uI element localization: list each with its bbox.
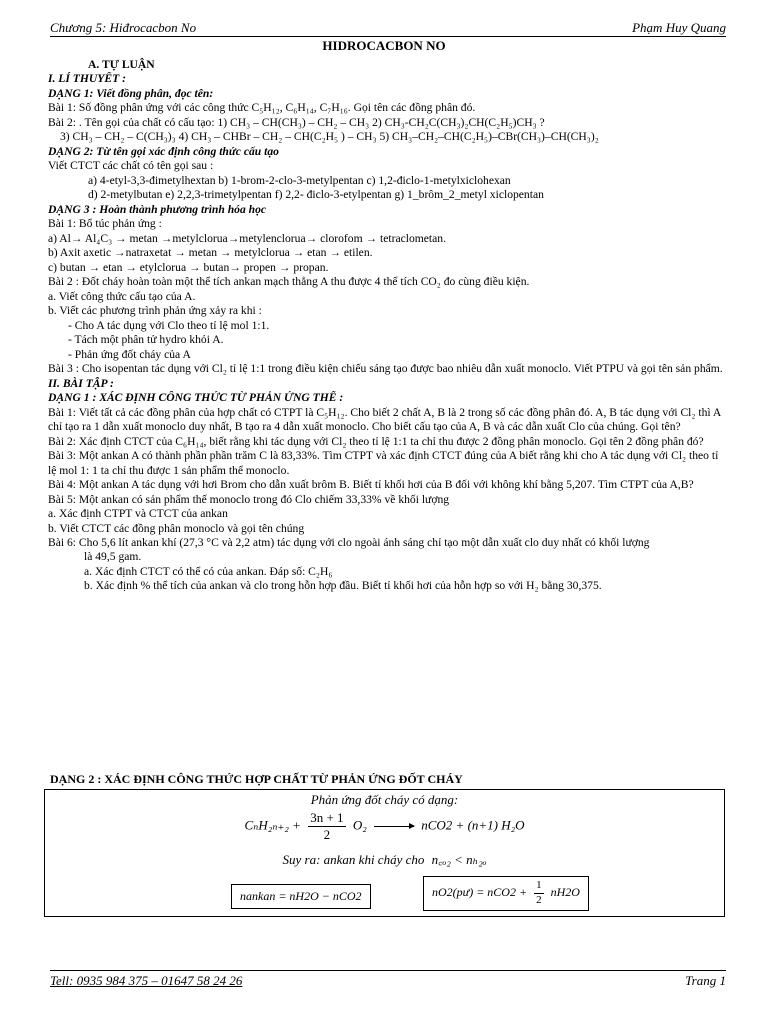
text-line: I. LÍ THUYẾT :	[48, 72, 126, 86]
text-line: Bài 1: Viết tất cả các đồng phân của hợp chất có CTPT là C₅H₁₂. Cho biết 2 chất A, B là 2 trong số các đồng phân đó. A, B tác dụng với Cl₂ thì A chỉ tạo ra 1 dẫn xuất monoclo duy nhất, B tạo ra 4 dẫn xuất monoclo. Cho biết cấu tạo của A, B và các dẫn xuất Clo của chúng. Gọi tên?	[48, 405, 721, 434]
page-footer	[50, 970, 726, 989]
fraction-numerator: 3n + 1	[308, 810, 345, 827]
text-line: Bài 2: . Tên gọi của chất có cấu tạo: 1) CH₃ – CH(CH₃) – CH₂ – CH₃ 2) CH₃-CH₂C(CH₃)₂CH(C₂H₅)CH₃ ?	[48, 115, 545, 129]
o2-formula-right: nH2O	[550, 885, 580, 899]
text-line: a. Viết công thức cấu tạo của A.	[48, 289, 196, 303]
half-numerator: 1	[534, 879, 544, 894]
products: nCO2 + (n+1) H₂O	[421, 817, 525, 833]
text-line: d) 2-metylbutan e) 2,2,3-trimetylpentan f) 2,2- điclo-3-etylpentan g) 1_brôm_2_metyl xiclopentan	[88, 188, 544, 202]
fraction	[308, 810, 345, 844]
text-line: DẠNG 1 : XÁC ĐỊNH CÔNG THỨC TỪ PHẢN ỨNG THẾ :	[48, 391, 344, 405]
section-heading-dang-2: DẠNG 2 : XÁC ĐỊNH CÔNG THỨC HỢP CHẤT TỪ PHẢN ỨNG ĐỐT CHÁY	[50, 772, 463, 786]
text-line: Bài 4: Một ankan A tác dụng với hơi Brom cho dẫn xuất brôm B. Biết tỉ khối hơi của B đối với không khí bằng 5,207. Tìm CTPT của A,B?	[48, 478, 694, 492]
half-fraction	[534, 879, 544, 908]
text-line: b) Axit axetic →natraxetat → metan → metylclorua → etan → etilen.	[48, 246, 373, 260]
oxygen: O₂	[352, 817, 367, 833]
page-number: Trang 1	[685, 973, 726, 988]
inference-inequality: n꜀ₒ₂ < nₕ₂ₒ	[431, 852, 487, 867]
text-line: 3) CH₃ – CH₂ – C(CH₃)₃ 4) CH₃ – CHBr – CH₂ – CH(C₂H₅ ) – CH₃ 5) CH₃–CH₂–CH(C₂H₅)–CBr(CH₃)–CH(CH₃)₂	[60, 130, 599, 144]
text-line: A. TỰ LUẬN	[88, 58, 155, 71]
text-line: II. BÀI TẬP :	[48, 376, 114, 390]
contact-phone: Tell: 0935 984 375 – 01647 58 24 26	[50, 973, 243, 988]
text-line: b. Xác định % thể tích của ankan và clo trong hỗn hợp đầu. Biết tỉ khối hơi của hỗn hợp so với H₂ bằng 30,375.	[84, 579, 602, 593]
combustion-equation	[45, 810, 724, 844]
inference-text: Suy ra: ankan khi cháy cho	[282, 852, 425, 867]
text-line: Bài 1: Bổ túc phản ứng :	[48, 217, 162, 231]
text-line: - Tách một phân tử hydro khỏi A.	[68, 333, 224, 347]
text-line: c) butan → etan → etylclorua → butan→ propen → propan.	[48, 260, 329, 274]
page-header	[50, 20, 726, 37]
text-line: Viết CTCT các chất có tên gọi sau :	[48, 159, 214, 173]
o2-formula-left: nO2(pư) = nCO2 +	[432, 885, 528, 899]
text-line: Bài 2 : Đốt cháy hoàn toàn một thể tích ankan mạch thẳng A thu được 4 thể tích CO₂ đo cùng điều kiện.	[48, 275, 530, 289]
text-line: - Cho A tác dụng với Clo theo tỉ lệ mol 1:1.	[68, 318, 270, 332]
author-name: Phạm Huy Quang	[632, 20, 726, 35]
moles-ankan-formula: nankan = nH2O − nCO2	[231, 884, 371, 909]
formula-intro: Phản ứng đốt cháy có dạng:	[310, 792, 459, 807]
text-line: b. Viết CTCT các đồng phân monoclo và gọi tên chúng	[48, 521, 305, 535]
reactant: CₙH₂ₙ₊₂ +	[244, 817, 301, 833]
chapter-title: Chương 5: Hiđrocacbon No	[50, 20, 197, 35]
text-line: a) Al→ Al₄C₃ → metan →metylclorua→metylenclorua→ clorofom → tetraclometan.	[48, 231, 446, 245]
text-line: - Phản ứng đốt cháy của A	[68, 347, 191, 361]
text-line: Bài 2: Xác định CTCT của C₆H₁₄, biết rằng khi tác dụng với Cl₂ theo tỉ lệ 1:1 ta chỉ thu được 2 đồng phân monoclo. Gọi tên 2 đồng phân đó?	[48, 434, 704, 448]
text-line: a. Xác định CTCT có thể có của ankan. Đáp số: C₂H₆	[84, 564, 333, 578]
half-denominator: 2	[536, 893, 542, 906]
arrow-icon	[374, 826, 414, 827]
document-title: HIDROCACBON NO	[322, 38, 446, 53]
text-line: a) 4-etyl-3,3-đimetylhextan b) 1-brom-2-clo-3-metylpentan c) 1,2-điclo-1-metylxiclohexan	[88, 173, 511, 187]
formula-box	[44, 789, 725, 917]
document-body	[48, 58, 728, 594]
text-line: b. Viết các phương trình phản ứng xảy ra khi :	[48, 304, 262, 318]
text-line: DẠNG 2: Từ tên gọi xác định công thức cấu tạo	[48, 144, 279, 158]
text-line: Bài 3 : Cho isopentan tác dụng với Cl₂ tỉ lệ 1:1 trong điều kiện chiếu sáng tạo được bao nhiêu dẫn xuất monoclo. Viết PTPU và gọi tên sản phẩm.	[48, 362, 723, 376]
inference-line	[45, 852, 724, 868]
text-line: DẠNG 1: Viết đồng phân, đọc tên:	[48, 86, 214, 100]
text-line: Bài 6: Cho 5,6 lít ankan khí (27,3 °C và 2,2 atm) tác dụng với clo ngoài ánh sáng chỉ tạo một dẫn xuất clo duy nhất có khối lượng	[48, 535, 650, 549]
text-line: là 49,5 gam.	[84, 550, 142, 564]
text-line: DẠNG 3 : Hoàn thành phương trình hóa học	[48, 202, 267, 216]
text-line: Bài 1: Số đồng phân ứng với các công thức C₅H₁₂, C₆H₁₄, C₇H₁₆. Gọi tên các đồng phân đó.	[48, 101, 476, 115]
text-line: a. Xác định CTPT và CTCT của ankan	[48, 507, 228, 521]
text-line: Bài 5: Một ankan có sản phẩm thế monoclo trong đó Clo chiếm 33,33% về khối lượng	[48, 492, 450, 506]
fraction-denominator: 2	[323, 827, 331, 843]
text-line: Bài 3: Một ankan A có thành phần phần trăm C là 83,33%. Tìm CTPT và xác định CTCT đúng của A biết rằng khi cho A tác dụng với Cl₂ theo tỉ lệ mol 1: 1 ta chỉ thu được 1 sản phẩm thế monoclo.	[48, 449, 719, 477]
moles-o2-formula	[423, 876, 589, 911]
